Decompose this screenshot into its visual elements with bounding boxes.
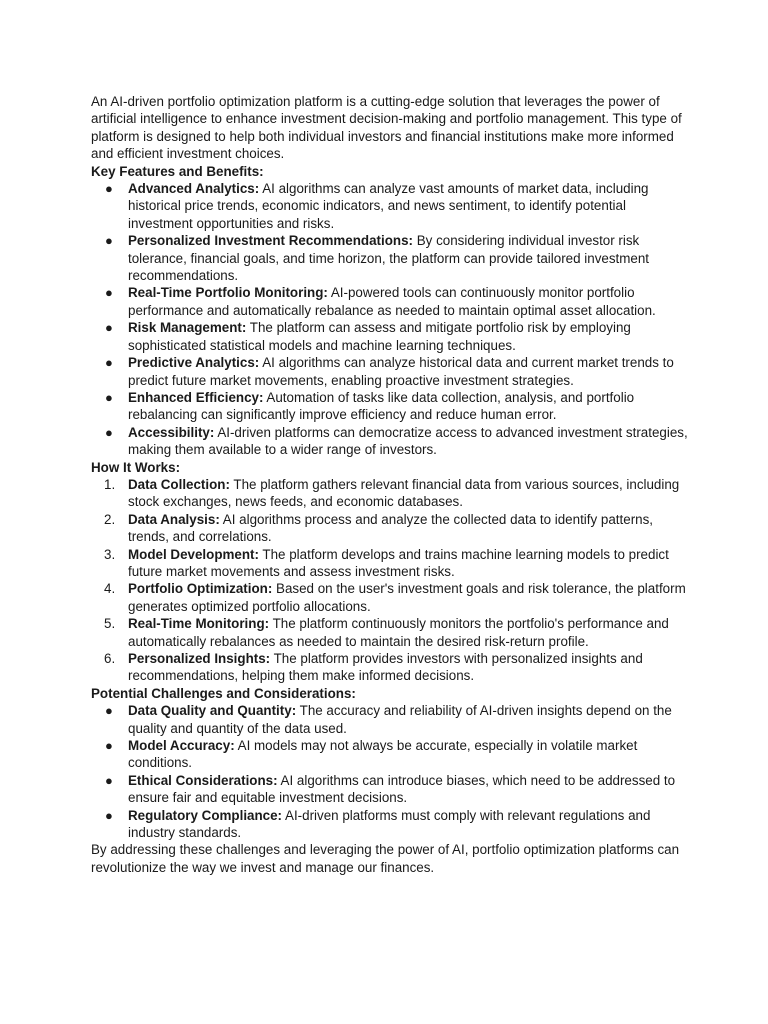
bullet-icon: ● xyxy=(105,285,113,301)
item-number: 5. xyxy=(104,616,116,632)
challenges-heading: Potential Challenges and Considerations: xyxy=(91,685,356,701)
item-term: Personalized Insights: xyxy=(128,651,271,666)
list-item xyxy=(91,702,691,737)
list-item xyxy=(91,615,691,650)
list-item xyxy=(91,546,691,581)
intro-paragraph: An AI-driven portfolio optimization platform is a cutting-edge solution that leverages the power of artificial intelligence to enhance investment decision-making and portfolio management. This type of platform is designed to help both individual investors and financial institutions make more informed and efficient investment choices. xyxy=(91,94,682,162)
list-item xyxy=(91,389,691,424)
item-text: AI-driven platforms must comply with relevant regulations and industry standards. xyxy=(128,807,651,841)
item-term: Real-Time Portfolio Monitoring: xyxy=(128,285,328,301)
challenges-list xyxy=(91,702,691,841)
item-text: The platform provides investors with personalized insights and recommendations, helping them make informed decisions. xyxy=(128,651,643,684)
list-item xyxy=(91,737,691,772)
item-text: AI algorithms can analyze historical data and current market trends to predict future market movements, enabling proactive investment strategies. xyxy=(128,355,674,388)
item-term: Model Development: xyxy=(128,546,259,562)
item-text: AI models may not always be accurate, especially in volatile market conditions. xyxy=(128,738,638,771)
item-term: Enhanced Efficiency: xyxy=(128,389,264,405)
item-text: By considering individual investor risk tolerance, financial goals, and time horizon, the platform can provide tailored investment recommendations. xyxy=(128,233,650,284)
item-text: The accuracy and reliability of AI-driven insights depend on the quality and quantity of the data used. xyxy=(128,703,672,736)
how-it-works-heading: How It Works: xyxy=(91,459,181,475)
item-text: Based on the user's investment goals and risk tolerance, the platform generates optimized portfolio allocations. xyxy=(128,581,686,614)
item-text: AI algorithms process and analyze the collected data to identify patterns, trends, and correlations. xyxy=(128,511,654,545)
bullet-icon: ● xyxy=(105,807,113,823)
item-number: 4. xyxy=(104,581,116,597)
item-number: 2. xyxy=(104,511,116,527)
features-heading: Key Features and Benefits: xyxy=(91,163,264,179)
list-item xyxy=(91,511,691,546)
item-term: Predictive Analytics: xyxy=(128,355,260,371)
item-term: Portfolio Optimization: xyxy=(128,581,273,597)
list-item xyxy=(91,650,691,685)
item-text: The platform develops and trains machine learning models to predict future market movements and assess investment risks. xyxy=(128,546,669,579)
bullet-icon: ● xyxy=(105,738,113,754)
list-item xyxy=(91,354,691,389)
features-list xyxy=(91,180,691,459)
conclusion-paragraph: By addressing these challenges and leveraging the power of AI, portfolio optimization platforms can revolutionize the way we invest and manage our finances. xyxy=(91,842,680,875)
item-text: Automation of tasks like data collection, analysis, and portfolio rebalancing can significantly improve efficiency and reduce human error. xyxy=(128,389,635,423)
item-text: The platform continuously monitors the portfolio's performance and automatically rebalances as needed to maintain the desired risk-return profile. xyxy=(128,616,669,649)
item-term: Accessibility: xyxy=(128,424,215,440)
bullet-icon: ● xyxy=(105,424,113,440)
list-item xyxy=(91,284,691,319)
item-term: Data Collection: xyxy=(128,476,230,492)
item-term: Risk Management: xyxy=(128,320,247,336)
bullet-icon: ● xyxy=(105,389,113,405)
item-term: Real-Time Monitoring: xyxy=(128,616,270,632)
list-item xyxy=(91,424,691,459)
item-term: Model Accuracy: xyxy=(128,738,235,754)
item-text: The platform can assess and mitigate portfolio risk by employing sophisticated statistical models and machine learning techniques. xyxy=(128,320,631,353)
list-item xyxy=(91,772,691,807)
item-text: AI-driven platforms can democratize access to advanced investment strategies, making them available to a wider range of investors. xyxy=(128,424,688,458)
item-term: Personalized Investment Recommendations: xyxy=(128,233,413,249)
item-term: Ethical Considerations: xyxy=(128,772,278,788)
item-term: Advanced Analytics: xyxy=(128,181,260,197)
item-term: Data Analysis: xyxy=(128,511,220,527)
bullet-icon: ● xyxy=(105,181,113,197)
bullet-icon: ● xyxy=(105,355,113,371)
list-item xyxy=(91,807,691,842)
item-text: The platform gathers relevant financial data from various sources, including stock exchanges, news feeds, and economic databases. xyxy=(128,476,680,510)
item-text: AI algorithms can introduce biases, which need to be addressed to ensure fair and equitable investment decisions. xyxy=(128,772,676,806)
item-number: 1. xyxy=(104,476,116,492)
item-term: Data Quality and Quantity: xyxy=(128,703,297,719)
item-text: AI algorithms can analyze vast amounts of market data, including historical price trends, economic indicators, and news sentiment, to identify potential investment opportunities and risks. xyxy=(128,181,649,231)
item-number: 3. xyxy=(104,546,116,562)
list-item xyxy=(91,232,691,284)
list-item xyxy=(91,476,691,511)
list-item xyxy=(91,580,691,615)
item-term: Regulatory Compliance: xyxy=(128,807,283,823)
bullet-icon: ● xyxy=(105,233,113,249)
item-number: 6. xyxy=(104,651,116,666)
document-body xyxy=(91,93,691,876)
bullet-icon: ● xyxy=(105,320,113,336)
how-it-works-list xyxy=(91,476,691,685)
item-text: AI-powered tools can continuously monitor portfolio performance and automatically rebalance as needed to maintain optimal asset allocation. xyxy=(128,285,656,318)
bullet-icon: ● xyxy=(105,703,113,719)
list-item xyxy=(91,180,691,232)
bullet-icon: ● xyxy=(105,772,113,788)
list-item xyxy=(91,319,691,354)
